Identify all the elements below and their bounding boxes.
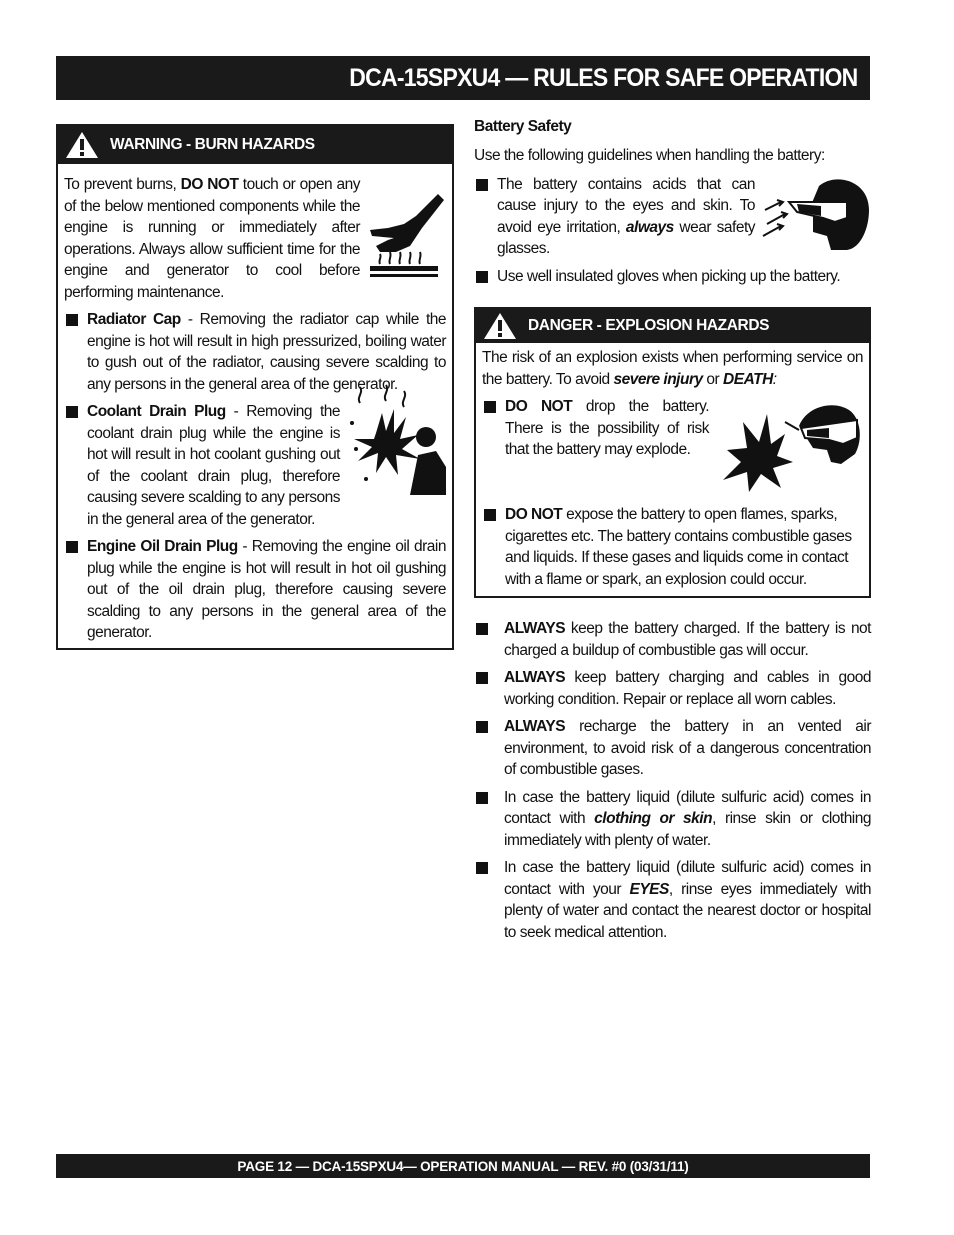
warning-box-heading: WARNING - BURN HAZARDS	[110, 136, 315, 154]
bullet-square	[476, 623, 488, 635]
bullet-square	[66, 314, 78, 326]
safety-glasses-icon	[761, 176, 871, 254]
bullet-square	[484, 509, 496, 521]
page-footer	[56, 1154, 870, 1178]
warning-burn-hazards-box	[56, 124, 454, 650]
list-item: ALWAYS recharge the battery in an vented air environment, to avoid risk of a dangerous concentration of combustible gases.	[474, 716, 871, 781]
bullet-square	[476, 862, 488, 874]
list-item: Use well insulated gloves when picking up the battery.	[474, 266, 871, 288]
page-title: DCA-15SPXU4 — RULES FOR SAFE OPERATION	[349, 63, 858, 92]
list-item: ALWAYS keep the battery charged. If the battery is not charged a buildup of combustible gas will occur.	[474, 618, 871, 661]
list-item: In case the battery liquid (dilute sulfuric acid) comes in contact with clothing or skin, rinse skin or clothing immediately with plenty of water.	[474, 787, 871, 852]
bullet-square	[476, 792, 488, 804]
bullet-square	[476, 179, 488, 191]
list-item: DO NOT drop the battery. There is the possibility of risk that the battery may explode.	[482, 396, 863, 498]
warning-triangle-icon	[482, 311, 518, 341]
bullet-square	[66, 541, 78, 553]
list-item: Radiator Cap - Removing the radiator cap while the engine is hot will result in high pressurized, boiling water to gush out of the radiator, causing severe scalding to any persons in the general area of the generator.	[64, 309, 446, 395]
battery-safety-heading: Battery Safety	[474, 118, 572, 135]
page-header	[56, 56, 870, 100]
bullet-square	[476, 672, 488, 684]
bullet-square	[66, 406, 78, 418]
hot-surface-hand-icon	[366, 194, 446, 280]
battery-intro: Use the following guidelines when handling the battery:	[474, 147, 825, 164]
list-item: ALWAYS keep battery charging and cables in good working condition. Repair or replace all worn cables.	[474, 667, 871, 710]
list-item: Coolant Drain Plug - Removing the coolant drain plug while the engine is hot will result in hot coolant gushing out of the coolant drain plug, therefore causing severe scalding to any persons in the general area of the generator.	[64, 401, 446, 530]
danger-explosion-hazards-box	[474, 307, 871, 598]
list-item: In case the battery liquid (dilute sulfuric acid) comes in contact with your EYES, rinse eyes immediately with plenty of water and contact the nearest doctor or hospital to seek medical attention.	[474, 857, 871, 943]
bullet-square	[476, 271, 488, 283]
list-item: DO NOT expose the battery to open flames, sparks, cigarettes etc. The battery contains combustible gases and liquids. If these gases and liquids come in contact with a flame or spark, an explosion could occur.	[482, 504, 863, 590]
danger-intro: The risk of an explosion exists when performing service on the battery. To avoid severe injury or DEATH:	[482, 349, 863, 388]
danger-box-heading: DANGER - EXPLOSION HAZARDS	[528, 317, 770, 335]
explosion-icon	[715, 392, 863, 496]
footer-text: PAGE 12 — DCA-15SPXU4— OPERATION MANUAL — REV. #0 (03/31/11)	[237, 1158, 689, 1174]
warning-triangle-icon	[64, 130, 100, 160]
right-column	[474, 116, 871, 949]
warning-intro: To prevent burns, DO NOT touch or open any of the below mentioned components while the engine is running or immediately after operations. Always allow sufficient time for the engine and generator to cool before performing maintenance.	[64, 174, 446, 303]
list-item: Engine Oil Drain Plug - Removing the engine oil drain plug while the engine is hot will result in hot oil gushing out of the oil drain plug, therefore causing severe scalding to any persons in the general area of the generator.	[64, 536, 446, 644]
danger-box-header	[476, 309, 869, 343]
bullet-square	[484, 401, 496, 413]
list-item: The battery contains acids that can cause injury to the eyes and skin. To avoid eye irritation, always wear safety glasses.	[474, 174, 871, 260]
bullet-square	[476, 721, 488, 733]
warning-box-header	[58, 126, 452, 164]
scalding-spray-icon	[346, 383, 446, 495]
